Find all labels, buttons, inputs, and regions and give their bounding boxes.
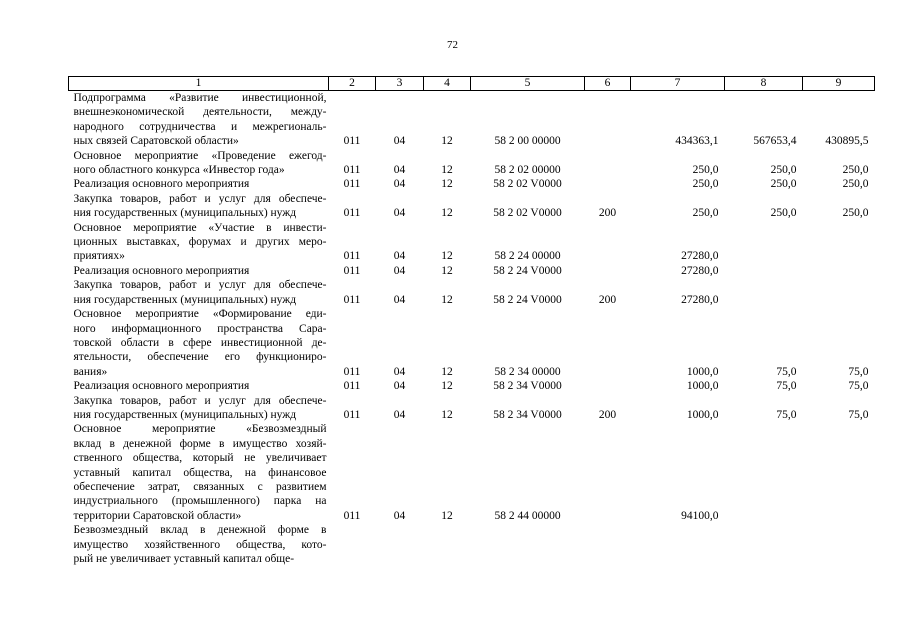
table-row (69, 278, 875, 307)
description-line: народного сотрудничества и межрегиональ- (73, 120, 327, 133)
cell-target-article (471, 523, 585, 566)
cell-description (69, 307, 329, 379)
cell-section: 04 (393, 509, 406, 522)
cell-subsection: 12 (441, 250, 453, 263)
cell-ministry: 011 (343, 408, 361, 421)
cell-ministry: 011 (343, 207, 361, 220)
cell-amount-year-2: 250,0 (770, 178, 797, 191)
cell-amount-year-2: 75,0 (776, 380, 797, 393)
cell-expense-type: 200 (598, 408, 617, 421)
description-line: Закупка товаров, работ и услуг для обеспече- (73, 279, 327, 292)
cell-section (376, 523, 424, 566)
cell-amount-year-1: 250,0 (692, 164, 719, 177)
table-row (69, 422, 875, 523)
cell-target-article: 58 2 00 00000 (494, 135, 561, 148)
cell-description (69, 394, 329, 423)
cell-target-article: 58 2 02 V0000 (493, 207, 562, 220)
cell-ministry: 011 (343, 264, 361, 277)
cell-amount-year-3 (803, 221, 875, 264)
description-line: ния государственных (муниципальных) нужд (73, 293, 297, 306)
cell-section: 04 (393, 250, 406, 263)
description-line: вклад в денежной форме в имущество хозяй- (73, 437, 327, 450)
description-line: ного областного конкурса «Инвестор года» (73, 164, 285, 177)
header-cell: 6 (585, 77, 631, 91)
header-cell: 3 (376, 77, 424, 91)
cell-subsection: 12 (441, 178, 453, 191)
cell-ministry: 011 (343, 509, 361, 522)
table-row (69, 149, 875, 178)
cell-expense-type (585, 422, 631, 523)
description-line: Подпрограмма «Развитие инвестиционной, (73, 92, 327, 104)
cell-ministry: 011 (343, 380, 361, 393)
cell-amount-year-1: 1000,0 (686, 408, 719, 421)
cell-description (69, 91, 329, 149)
cell-description (69, 149, 329, 178)
cell-target-article: 58 2 02 V0000 (493, 178, 562, 191)
cell-subsection: 12 (441, 164, 453, 177)
cell-amount-year-2 (725, 523, 803, 566)
cell-description (69, 523, 329, 566)
cell-amount-year-1: 434363,1 (675, 135, 719, 148)
cell-amount-year-3: 250,0 (842, 207, 869, 220)
cell-description (69, 177, 329, 191)
cell-expense-type (585, 307, 631, 379)
table-row (69, 177, 875, 191)
cell-description (69, 422, 329, 523)
table-row (69, 264, 875, 278)
header-cell: 7 (631, 77, 725, 91)
cell-amount-year-2: 75,0 (776, 365, 797, 378)
cell-expense-type (585, 523, 631, 566)
cell-expense-type: 200 (598, 207, 617, 220)
table-row (69, 307, 875, 379)
description-line: ния государственных (муниципальных) нужд (73, 207, 297, 220)
cell-expense-type (585, 177, 631, 191)
cell-description (69, 278, 329, 307)
description-line: Основное мероприятие «Участие в инвести- (73, 221, 327, 234)
table-row (69, 192, 875, 221)
cell-expense-type (585, 379, 631, 393)
cell-expense-type (585, 221, 631, 264)
description-line: товской области в сфере инвестиционной де- (73, 336, 327, 349)
description-line: ния государственных (муниципальных) нужд (73, 408, 297, 421)
description-line: уставный капитал общества, на финансовое (73, 466, 327, 479)
cell-description (69, 379, 329, 393)
cell-ministry (329, 523, 376, 566)
cell-section: 04 (393, 380, 406, 393)
description-line: территории Саратовской области» (73, 509, 242, 522)
cell-amount-year-2: 75,0 (776, 408, 797, 421)
description-line: Основное мероприятие «Безвозмездный (73, 423, 327, 436)
table-row (69, 91, 875, 149)
description-line: ционных выставках, форумах и других меро- (73, 236, 327, 249)
cell-amount-year-2 (725, 221, 803, 264)
cell-amount-year-1: 94100,0 (681, 509, 719, 522)
cell-amount-year-1 (631, 523, 725, 566)
cell-section: 04 (393, 178, 406, 191)
description-line: Реализация основного мероприятия (73, 264, 250, 277)
cell-section: 04 (393, 135, 406, 148)
cell-amount-year-1: 27280,0 (681, 250, 719, 263)
description-line: Реализация основного мероприятия (73, 380, 250, 393)
cell-section: 04 (393, 365, 406, 378)
cell-amount-year-3: 75,0 (848, 380, 869, 393)
cell-target-article: 58 2 34 00000 (494, 365, 561, 378)
cell-target-article: 58 2 24 00000 (494, 250, 561, 263)
cell-amount-year-2: 250,0 (770, 207, 797, 220)
cell-amount-year-3: 430895,5 (825, 135, 869, 148)
cell-section: 04 (393, 164, 406, 177)
cell-amount-year-2: 250,0 (770, 164, 797, 177)
description-line: Основное мероприятие «Проведение ежегод- (73, 149, 327, 162)
header-cell: 5 (471, 77, 585, 91)
cell-amount-year-3 (803, 523, 875, 566)
header-cell: 1 (69, 77, 329, 91)
cell-ministry: 011 (343, 164, 361, 177)
cell-subsection: 12 (441, 135, 453, 148)
table-header (69, 77, 875, 91)
description-line: ного информационного пространства Сара- (73, 322, 327, 335)
description-line: ственного общества, который не увеличивает (73, 452, 327, 465)
cell-target-article: 58 2 44 00000 (494, 509, 561, 522)
description-line: Закупка товаров, работ и услуг для обеспече- (73, 394, 327, 407)
header-cell: 8 (725, 77, 803, 91)
header-cell: 2 (329, 77, 376, 91)
cell-subsection: 12 (441, 207, 453, 220)
cell-target-article: 58 2 34 V0000 (493, 380, 562, 393)
cell-subsection (424, 523, 471, 566)
cell-amount-year-3: 75,0 (848, 365, 869, 378)
cell-target-article: 58 2 24 V0000 (493, 293, 562, 306)
cell-subsection: 12 (441, 264, 453, 277)
cell-amount-year-1: 27280,0 (681, 264, 719, 277)
cell-amount-year-1: 1000,0 (686, 365, 719, 378)
cell-section: 04 (393, 293, 406, 306)
description-line: индустриального (промышленного) парка на (73, 495, 327, 508)
page-number: 72 (447, 39, 458, 51)
cell-expense-type: 200 (598, 293, 617, 306)
cell-amount-year-2 (725, 264, 803, 278)
cell-amount-year-1: 27280,0 (681, 293, 719, 306)
cell-amount-year-1: 250,0 (692, 207, 719, 220)
cell-subsection: 12 (441, 365, 453, 378)
cell-ministry: 011 (343, 293, 361, 306)
cell-amount-year-3 (803, 264, 875, 278)
cell-subsection: 12 (441, 509, 453, 522)
description-line: ных связей Саратовской области» (73, 135, 239, 148)
cell-ministry: 011 (343, 365, 361, 378)
cell-amount-year-3: 75,0 (848, 408, 869, 421)
cell-description (69, 221, 329, 264)
description-line: вания» (73, 365, 108, 378)
cell-target-article: 58 2 24 V0000 (493, 264, 562, 277)
cell-expense-type (585, 149, 631, 178)
table-row (69, 221, 875, 264)
description-line: Реализация основного мероприятия (73, 178, 250, 191)
cell-expense-type (585, 264, 631, 278)
description-line: ятельности, обеспечение его функциониро- (73, 351, 327, 364)
cell-section: 04 (393, 264, 406, 277)
cell-amount-year-1: 250,0 (692, 178, 719, 191)
description-line: внешнеэкономической деятельности, между- (73, 106, 327, 119)
cell-amount-year-3: 250,0 (842, 164, 869, 177)
cell-target-article: 58 2 34 V0000 (493, 408, 562, 421)
cell-section: 04 (393, 207, 406, 220)
description-line: имущество хозяйственного общества, кото- (73, 538, 327, 551)
cell-subsection: 12 (441, 293, 453, 306)
cell-target-article: 58 2 02 00000 (494, 164, 561, 177)
cell-amount-year-2 (725, 278, 803, 307)
header-row (69, 77, 875, 91)
description-line: Закупка товаров, работ и услуг для обеспече- (73, 192, 327, 205)
cell-section: 04 (393, 408, 406, 421)
cell-ministry: 011 (343, 178, 361, 191)
budget-table (68, 76, 875, 566)
description-line: обеспечение затрат, связанных с развитием (73, 480, 327, 493)
description-line: рый не увеличивает уставный капитал обще- (73, 553, 295, 565)
cell-amount-year-3 (803, 422, 875, 523)
table-row (69, 394, 875, 423)
cell-amount-year-2: 567653,4 (753, 135, 797, 148)
cell-subsection: 12 (441, 380, 453, 393)
cell-ministry: 011 (343, 135, 361, 148)
header-cell: 9 (803, 77, 875, 91)
table-row (69, 379, 875, 393)
cell-amount-year-2 (725, 422, 803, 523)
cell-description (69, 192, 329, 221)
cell-amount-year-3: 250,0 (842, 178, 869, 191)
cell-subsection: 12 (441, 408, 453, 421)
description-line: Основное мероприятие «Формирование еди- (73, 308, 327, 321)
cell-description (69, 264, 329, 278)
cell-amount-year-1: 1000,0 (686, 380, 719, 393)
cell-amount-year-3 (803, 278, 875, 307)
table-row (69, 523, 875, 566)
cell-expense-type (585, 91, 631, 149)
cell-ministry: 011 (343, 250, 361, 263)
description-line: Безвозмездный вклад в денежной форме в (73, 524, 327, 537)
table-body (69, 91, 875, 567)
description-line: приятиях» (73, 250, 125, 263)
header-cell: 4 (424, 77, 471, 91)
